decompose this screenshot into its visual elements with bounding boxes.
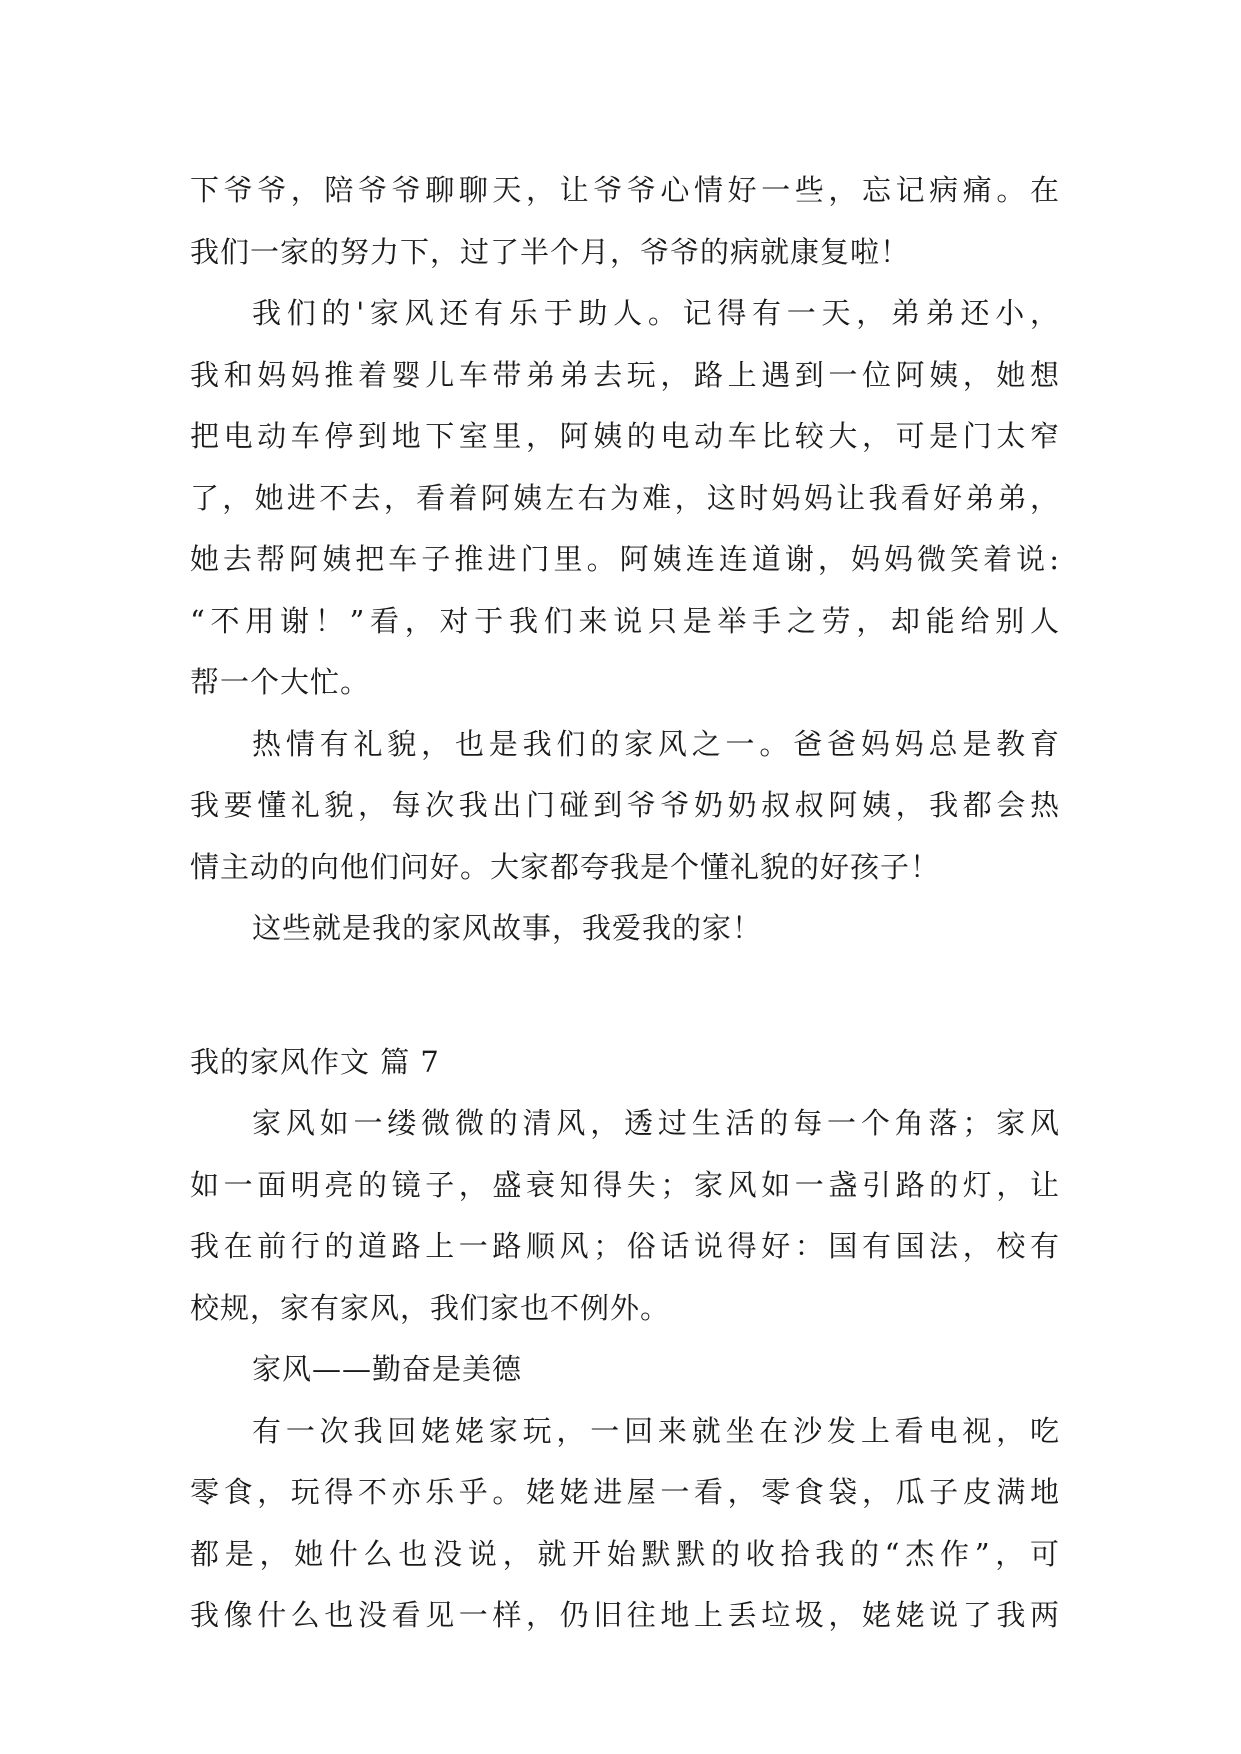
text-line: 这些就是我的家风故事，我爱我的家！ xyxy=(252,911,763,945)
text-line: 零食，玩得不亦乐乎。姥姥进屋一看，零食袋，瓜子皮满地 xyxy=(190,1475,1060,1509)
text-line: 我们的'家风还有乐于助人。记得有一天，弟弟还小， xyxy=(252,296,1060,330)
text-line: 有一次我回姥姥家玩，一回来就坐在沙发上看电视，吃 xyxy=(252,1413,1060,1448)
paragraph-helping-others xyxy=(190,283,1060,714)
text-line: 帮一个大忙。 xyxy=(190,665,371,699)
paragraph-family-style-intro xyxy=(190,1093,1060,1339)
text-line: 我像什么也没看见一样，仍旧往地上丢垃圾，姥姥说了我两 xyxy=(190,1598,1060,1632)
text-line: 把电动车停到地下室里，阿姨的电动车比较大，可是门太窄 xyxy=(190,419,1060,453)
text-line: 了，她进不去，看着阿姨左右为难，这时妈妈让我看好弟弟， xyxy=(190,480,1060,515)
text-line: 如一面明亮的镜子，盛衰知得失；家风如一盏引路的灯，让 xyxy=(190,1167,1060,1202)
paragraph-politeness xyxy=(190,714,1060,899)
document-body xyxy=(190,160,1060,1647)
paragraph-grandpa-recovery xyxy=(190,160,1060,283)
text-line: 情主动的向他们问好。大家都夸我是个懂礼貌的好孩子！ xyxy=(190,849,941,884)
text-line: 都是，她什么也没说，就开始默默的收拾我的“杰作”，可 xyxy=(190,1536,1060,1571)
text-line: “不用谢！”看，对于我们来说只是举手之劳，却能给别人 xyxy=(190,603,1060,638)
text-line: 校规，家有家风，我们家也不例外。 xyxy=(190,1290,671,1325)
subheading-diligence xyxy=(190,1339,1060,1401)
paragraph-conclusion xyxy=(190,898,1060,960)
section-heading: 我的家风作文 篇 7 xyxy=(190,1044,440,1079)
text-line: 我要懂礼貌，每次我出门碰到爷爷奶奶叔叔阿姨，我都会热 xyxy=(190,788,1060,822)
text-line: 我们一家的努力下，过了半个月，爷爷的病就康复啦！ xyxy=(190,234,911,269)
text-line: 她去帮阿姨把车子推进门里。阿姨连连道谢，妈妈微笑着说: xyxy=(190,542,1060,576)
text-line: 下爷爷，陪爷爷聊聊天，让爷爷心情好一些，忘记病痛。在 xyxy=(190,173,1060,207)
text-line: 我和妈妈推着婴儿车带弟弟去玩，路上遇到一位阿姨，她想 xyxy=(190,357,1060,392)
text-line: 热情有礼貌，也是我们的家风之一。爸爸妈妈总是教育 xyxy=(252,726,1060,761)
text-line: 家风如一缕微微的清风，透过生活的每一个角落；家风 xyxy=(252,1106,1060,1140)
text-line: 家风——勤奋是美德 xyxy=(252,1352,523,1386)
paragraph-grandma-story xyxy=(190,1401,1060,1647)
text-line: 我在前行的道路上一路顺风；俗话说得好：国有国法，校有 xyxy=(190,1229,1060,1263)
